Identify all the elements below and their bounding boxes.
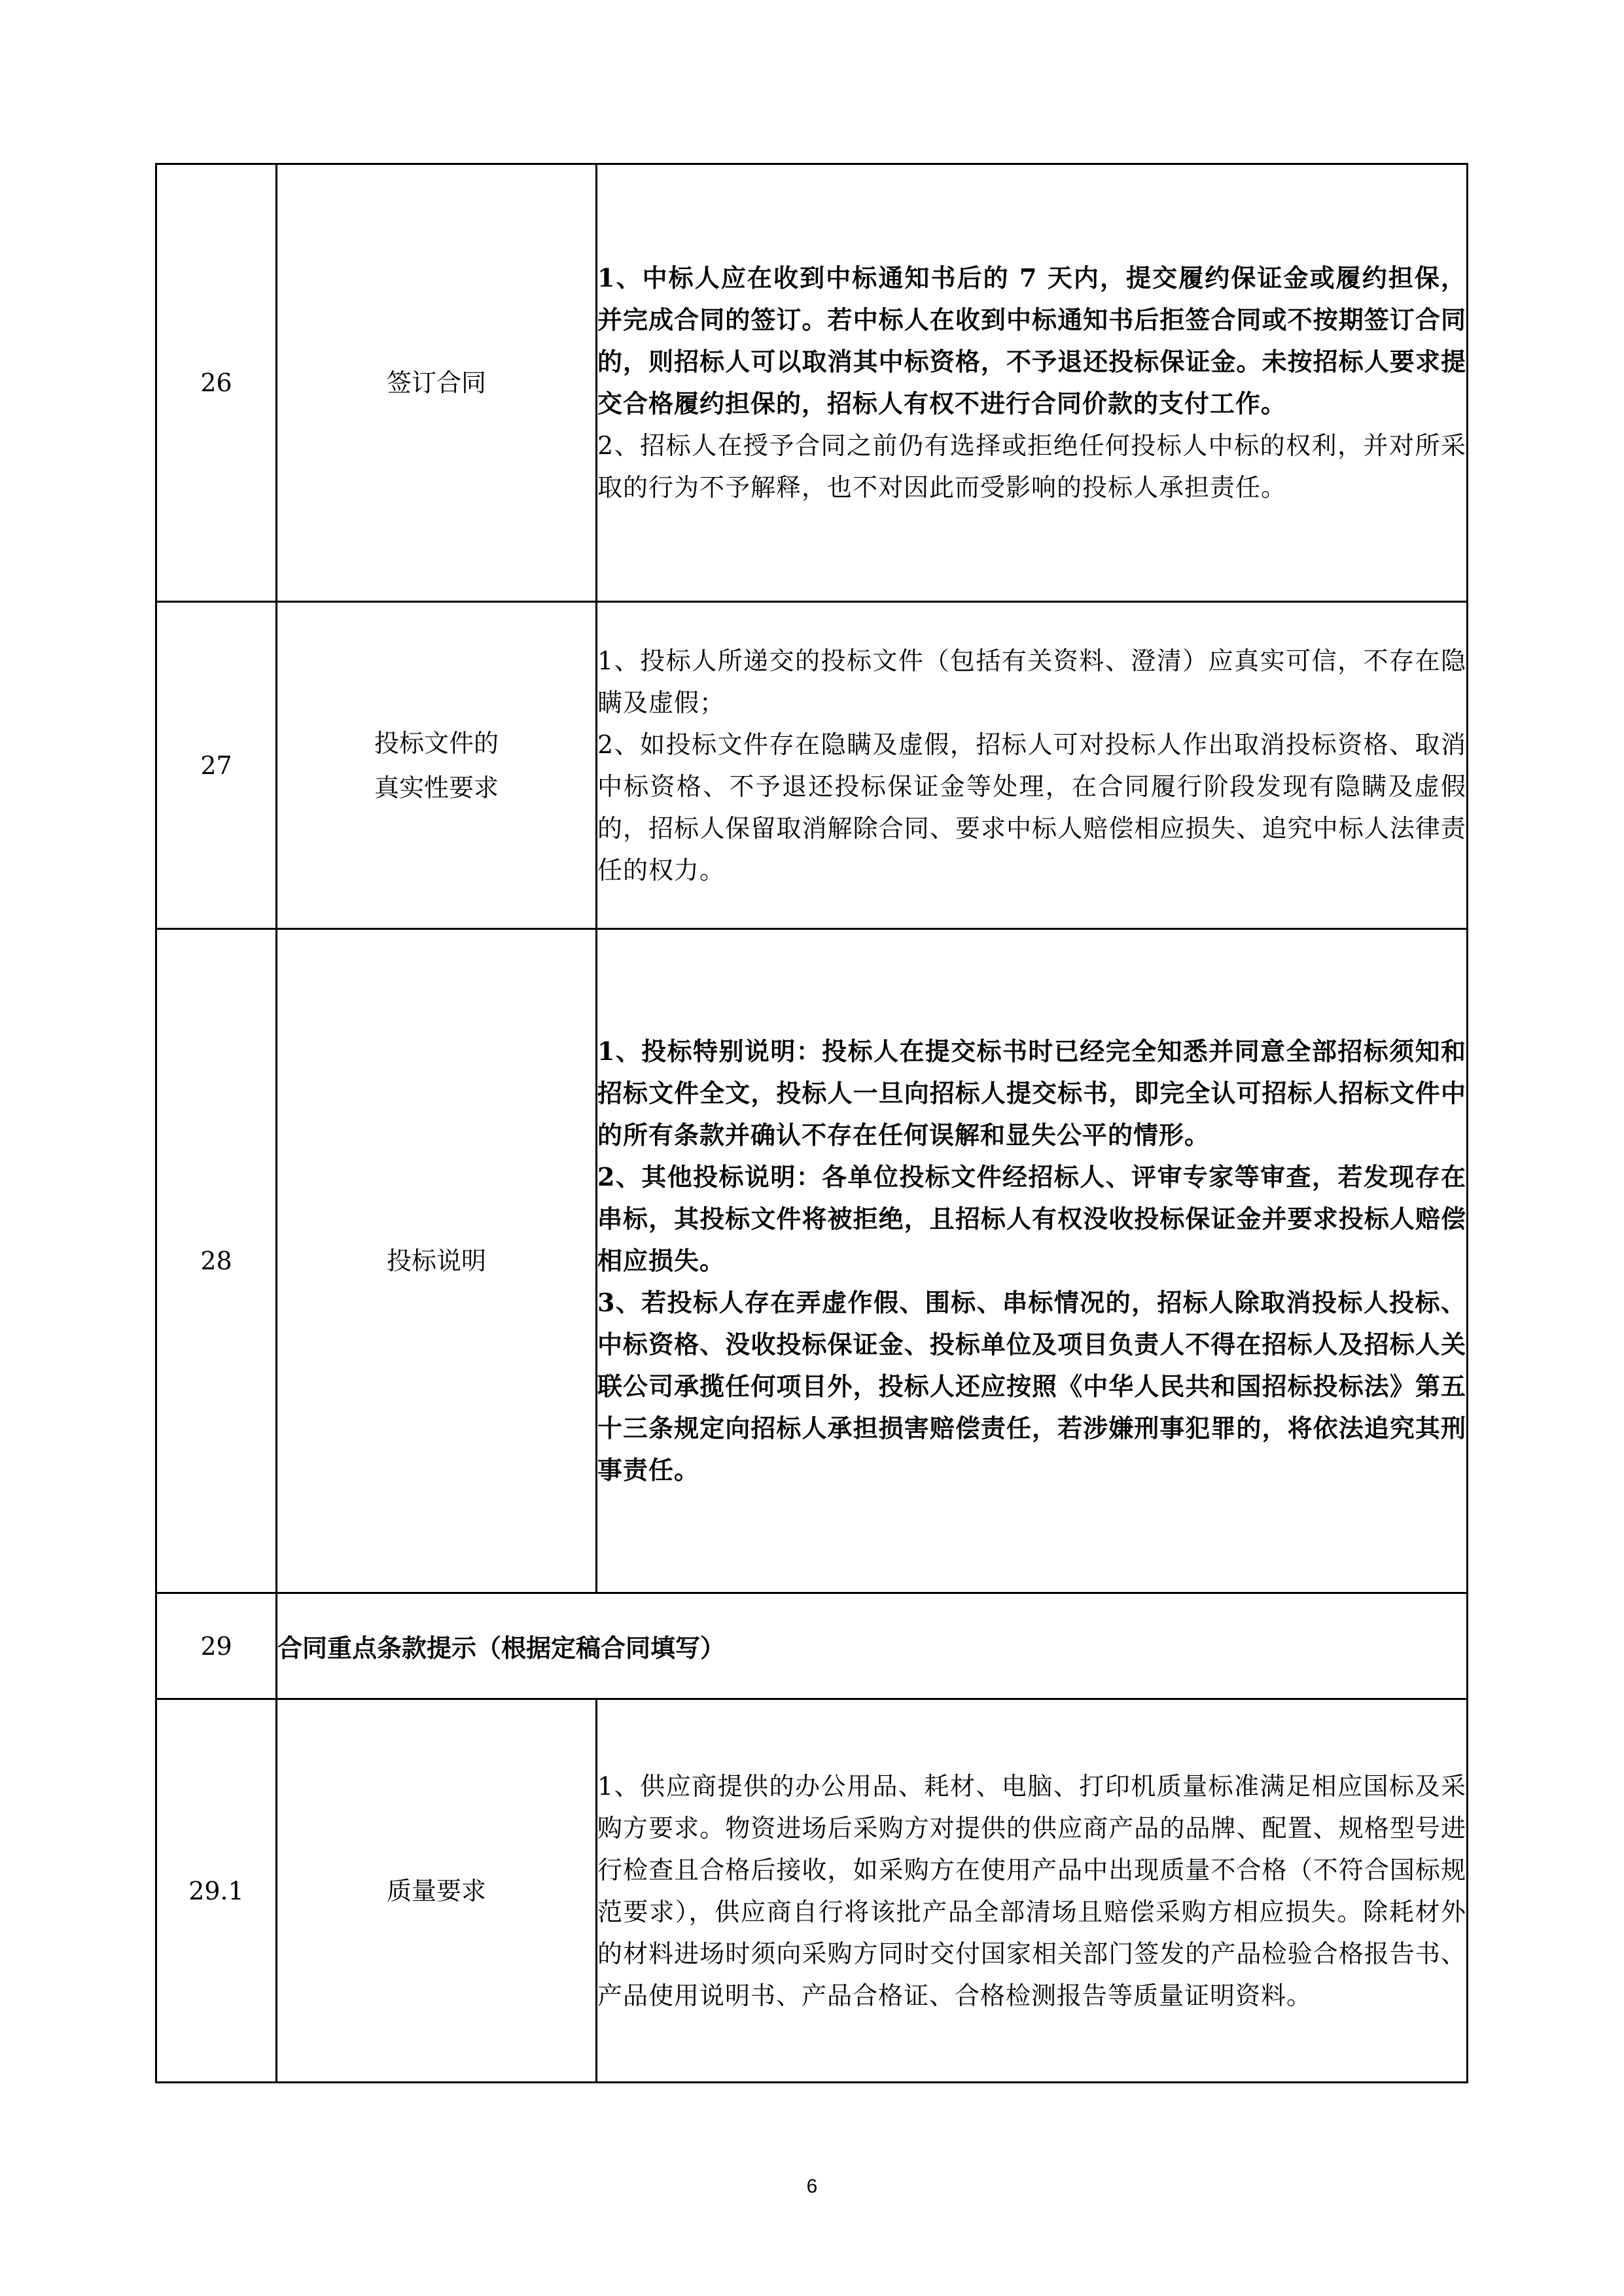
item-content: [597, 1699, 1468, 2083]
item-title-line: 签订合同: [386, 368, 486, 397]
item-title-line: 投标说明: [386, 1246, 486, 1275]
item-title: [277, 929, 597, 1593]
page-number: 6: [806, 2176, 818, 2197]
item-title-line: 投标文件的: [374, 728, 499, 758]
content-paragraph: 2、招标人在授予合同之前仍有选择或拒绝任何投标人中标的权利，并对所采取的行为不予解释，也不对因此而受影响的投标人承担责任。: [597, 431, 1466, 502]
table-row: [156, 164, 1468, 602]
content-paragraph: 1、中标人应在收到中标通知书后的 7 天内，提交履约保证金或履约担保，并完成合同的签订。若中标人在收到中标通知书后拒签合同或不按期签订合同的，则招标人可以取消其中标资格，不予退还投标保证金。未按招标人要求提交合格履约担保的，招标人有权不进行合同价款的支付工作。: [597, 263, 1466, 418]
item-number: 29.1: [156, 1699, 277, 2083]
table-row: [156, 1699, 1468, 2083]
item-content: [597, 929, 1468, 1593]
content-paragraph: 2、如投标文件存在隐瞒及虚假，招标人可对投标人作出取消投标资格、取消中标资格、不予退还投标保证金等处理，在合同履行阶段发现有隐瞒及虚假的，招标人保留取消解除合同、要求中标人赔偿相应损失、追究中标人法律责任的权力。: [597, 730, 1466, 885]
table-row: [156, 1593, 1468, 1699]
item-content: [597, 602, 1468, 929]
item-number: 26: [156, 164, 277, 602]
item-title-line: 真实性要求: [374, 773, 499, 802]
table-row: [156, 602, 1468, 929]
item-number: 28: [156, 929, 277, 1593]
item-number: 27: [156, 602, 277, 929]
content-paragraph: 3、若投标人存在弄虚作假、围标、串标情况的，招标人除取消投标人投标、中标资格、没收投标保证金、投标单位及项目负责人不得在招标人及招标人关联公司承揽任何项目外，投标人还应按照《中华人民共和国招标投标法》第五十三条规定向招标人承担损害赔偿责任，若涉嫌刑事犯罪的，将依法追究其刑事责任。: [597, 1288, 1466, 1485]
table-row: [156, 929, 1468, 1593]
item-title: [277, 1699, 597, 2083]
item-title: [277, 602, 597, 929]
content-paragraph: 1、投标人所递交的投标文件（包括有关资料、澄清）应真实可信，不存在隐瞒及虚假；: [597, 646, 1466, 717]
content-paragraph: 1、供应商提供的办公用品、耗材、电脑、打印机质量标准满足相应国标及采购方要求。物资进场后采购方对提供的供应商产品的品牌、配置、规格型号进行检查且合格后接收，如采购方在使用产品中出现质量不合格（不符合国标规范要求），供应商自行将该批产品全部清场且赔偿采购方相应损失。除耗材外的材料进场时须向采购方同时交付国家相关部门签发的产品检验合格报告书、产品使用说明书、产品合格证、合格检测报告等质量证明资料。: [597, 1771, 1466, 2010]
content-paragraph: 1、投标特别说明：投标人在提交标书时已经完全知悉并同意全部招标须知和招标文件全文，投标人一旦向招标人提交标书，即完全认可招标人招标文件中的所有条款并确认不存在任何误解和显失公平的情形。: [597, 1036, 1466, 1150]
item-content: [597, 164, 1468, 602]
requirements-table: [155, 163, 1468, 2083]
section-heading: 合同重点条款提示（根据定稿合同填写）: [277, 1593, 1468, 1699]
item-title-line: 质量要求: [386, 1876, 486, 1905]
item-title: [277, 164, 597, 602]
item-number: 29: [156, 1593, 277, 1699]
content-paragraph: 2、其他投标说明：各单位投标文件经招标人、评审专家等审查，若发现存在串标，其投标文件将被拒绝，且招标人有权没收投标保证金并要求投标人赔偿相应损失。: [597, 1162, 1466, 1275]
